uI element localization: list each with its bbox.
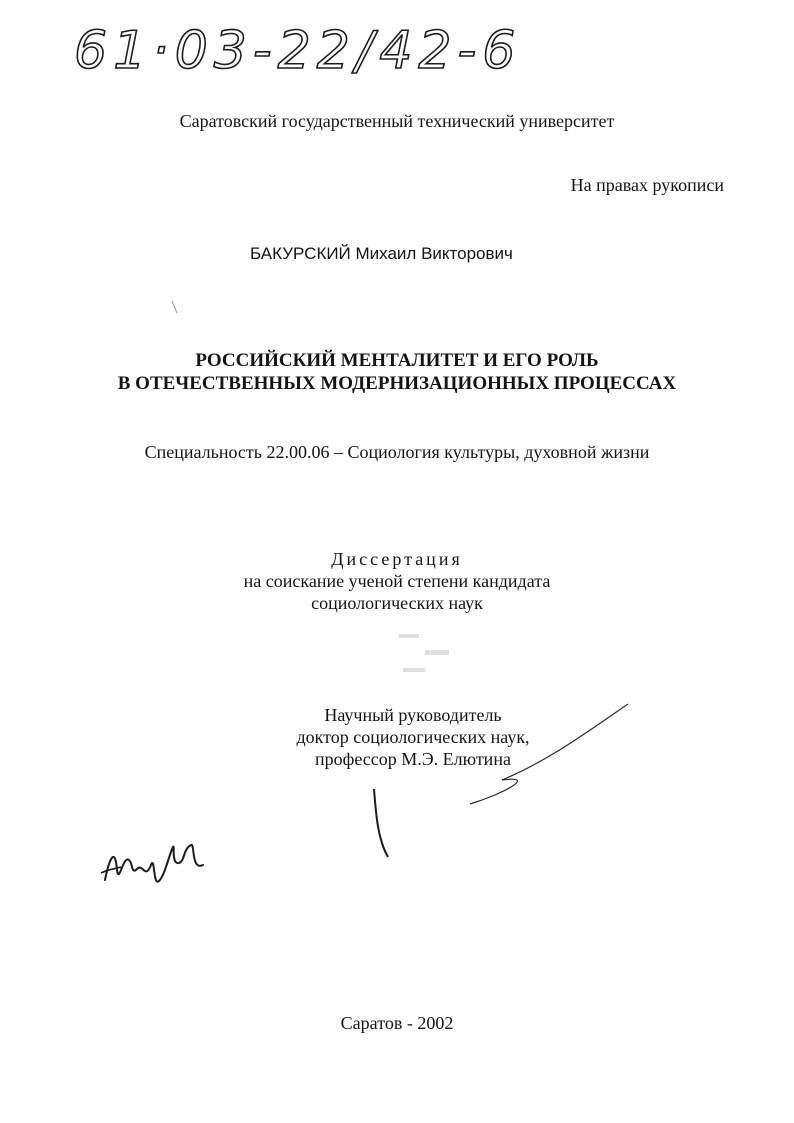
supervisor-signature-stroke	[440, 700, 630, 810]
supervisor-role: Научный руководитель	[324, 705, 502, 725]
specialty-line: Специальность 22.00.06 – Социология культуры, духовной жизни	[144, 442, 650, 462]
archive-code-text: 61·03-22/42-6	[74, 21, 522, 80]
stray-mark-icon	[170, 300, 180, 314]
rights-note: На правах рукописи	[570, 175, 724, 195]
author-signature	[95, 825, 215, 895]
dissertation-type: Диссертация	[331, 549, 463, 569]
thesis-title-line-1: РОССИЙСКИЙ МЕНТАЛИТЕТ И ЕГО РОЛЬ	[195, 350, 599, 371]
university-name: Саратовский государственный технический университет	[179, 111, 615, 131]
city-year: Саратов - 2002	[340, 1013, 454, 1033]
author-name: БАКУРСКИЙ Михаил Викторович	[250, 244, 513, 263]
dissertation-degree-line-2: социологических наук	[311, 593, 483, 613]
thesis-title-line-2: В ОТЕЧЕСТВЕННЫХ МОДЕРНИЗАЦИОННЫХ ПРОЦЕССАХ	[117, 373, 677, 394]
pen-mark-icon	[360, 785, 400, 865]
supervisor-name: профессор М.Э. Елютина	[315, 749, 511, 769]
supervisor-degree: доктор социологических наук,	[296, 727, 530, 747]
dissertation-degree-line-1: на соискание ученой степени кандидата	[243, 571, 551, 591]
faint-stamp-icon	[395, 628, 455, 688]
handwritten-archive-code	[70, 18, 530, 80]
